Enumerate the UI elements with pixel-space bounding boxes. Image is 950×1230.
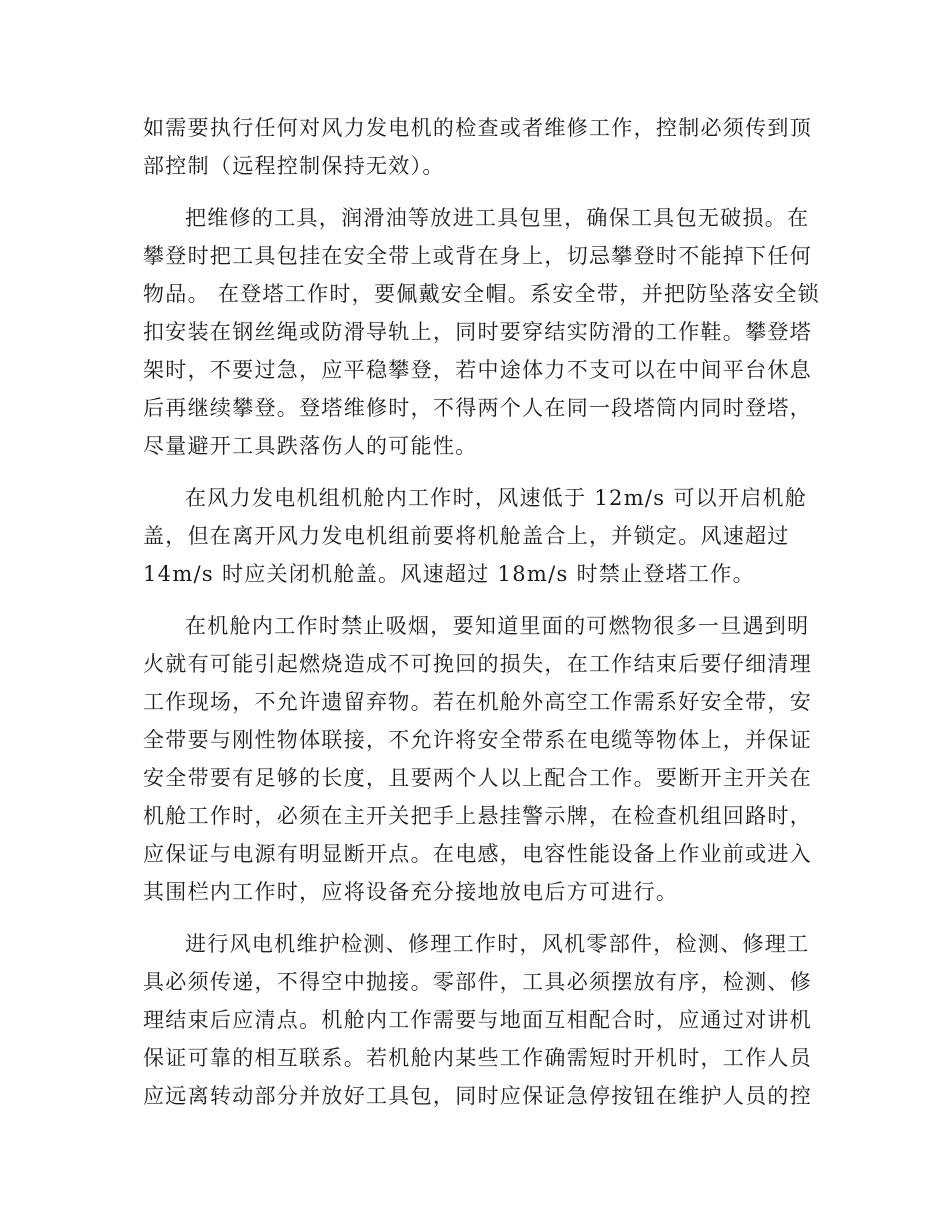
text-line: 扣安装在钢丝绳或防滑导轨上，同时要穿结实防滑的工作鞋。攀登塔 xyxy=(143,320,812,344)
text-line: 全带要与刚性物体联接，不允许将安全带系在电缆等物体上，并保证 xyxy=(143,728,812,752)
text-line: 把维修的工具，润滑油等放进工具包里，确保工具包无破损。在 xyxy=(185,206,810,230)
document-body xyxy=(143,109,820,1129)
text-line: 在机舱内工作时禁止吸烟，要知道里面的可燃物很多一旦遇到明 xyxy=(185,614,810,638)
text-line: 应远离转动部分并放好工具包，同时应保证急停按钮在维护人员的控 xyxy=(143,1084,812,1108)
text-line: 尽量避开工具跌落伤人的可能性。 xyxy=(143,434,478,458)
text-line: 工作现场，不允许遗留弃物。若在机舱外高空工作需系好安全带，安 xyxy=(143,690,812,714)
text-line: 后再继续攀登。登塔维修时，不得两个人在同一段塔筒内同时登塔， xyxy=(143,396,812,420)
text-line: 火就有可能引起燃烧造成不可挽回的损失，在工作结束后要仔细清理 xyxy=(143,652,812,676)
text-line: 在风力发电机组机舱内工作时，风速低于 12m/s 可以开启机舱 xyxy=(185,486,808,510)
text-line: 安全带要有足够的长度，且要两个人以上配合工作。要断开主开关在 xyxy=(143,766,812,790)
text-line: 保证可靠的相互联系。若机舱内某些工作确需短时开机时，工作人员 xyxy=(143,1046,812,1070)
text-line: 其围栏内工作时，应将设备充分接地放电后方可进行。 xyxy=(143,880,679,904)
text-line: 理结束后应清点。机舱内工作需要与地面互相配合时，应通过对讲机 xyxy=(143,1008,812,1032)
text-line: 攀登时把工具包挂在安全带上或背在身上，切忌攀登时不能掉下任何 xyxy=(143,244,812,268)
text-line: 机舱工作时，必须在主开关把手上悬挂警示牌，在检查机组回路时， xyxy=(143,804,812,828)
text-line: 部控制（远程控制保持无效）。 xyxy=(143,154,445,178)
text-line: 进行风电机维护检测、修理工作时，风机零部件，检测、修理工 xyxy=(185,932,810,956)
text-line: 物品。 在登塔工作时，要佩戴安全帽。系安全带，并把防坠落安全锁 xyxy=(143,282,820,306)
text-line: 14m/s 时应关闭机舱盖。风速超过 18m/s 时禁止登塔工作。 xyxy=(143,562,755,586)
text-line: 应保证与电源有明显断开点。在电感，电容性能设备上作业前或进入 xyxy=(143,842,812,866)
text-line: 盖，但在离开风力发电机组前要将机舱盖合上，并锁定。风速超过 xyxy=(143,524,790,548)
paragraph-nacelle-work xyxy=(143,607,812,911)
paragraph-wind-speed xyxy=(143,479,808,593)
text-line: 如需要执行任何对风力发电机的检查或者维修工作，控制必须传到顶 xyxy=(143,116,812,140)
paragraph-maintenance xyxy=(143,925,812,1115)
text-line: 具必须传递，不得空中抛接。零部件，工具必须摆放有序，检测、修 xyxy=(143,970,812,994)
text-line: 架时，不要过急，应平稳攀登，若中途体力不支可以在中间平台休息 xyxy=(143,358,812,382)
paragraph-control-transfer xyxy=(143,109,812,185)
paragraph-climbing-safety xyxy=(143,199,820,465)
